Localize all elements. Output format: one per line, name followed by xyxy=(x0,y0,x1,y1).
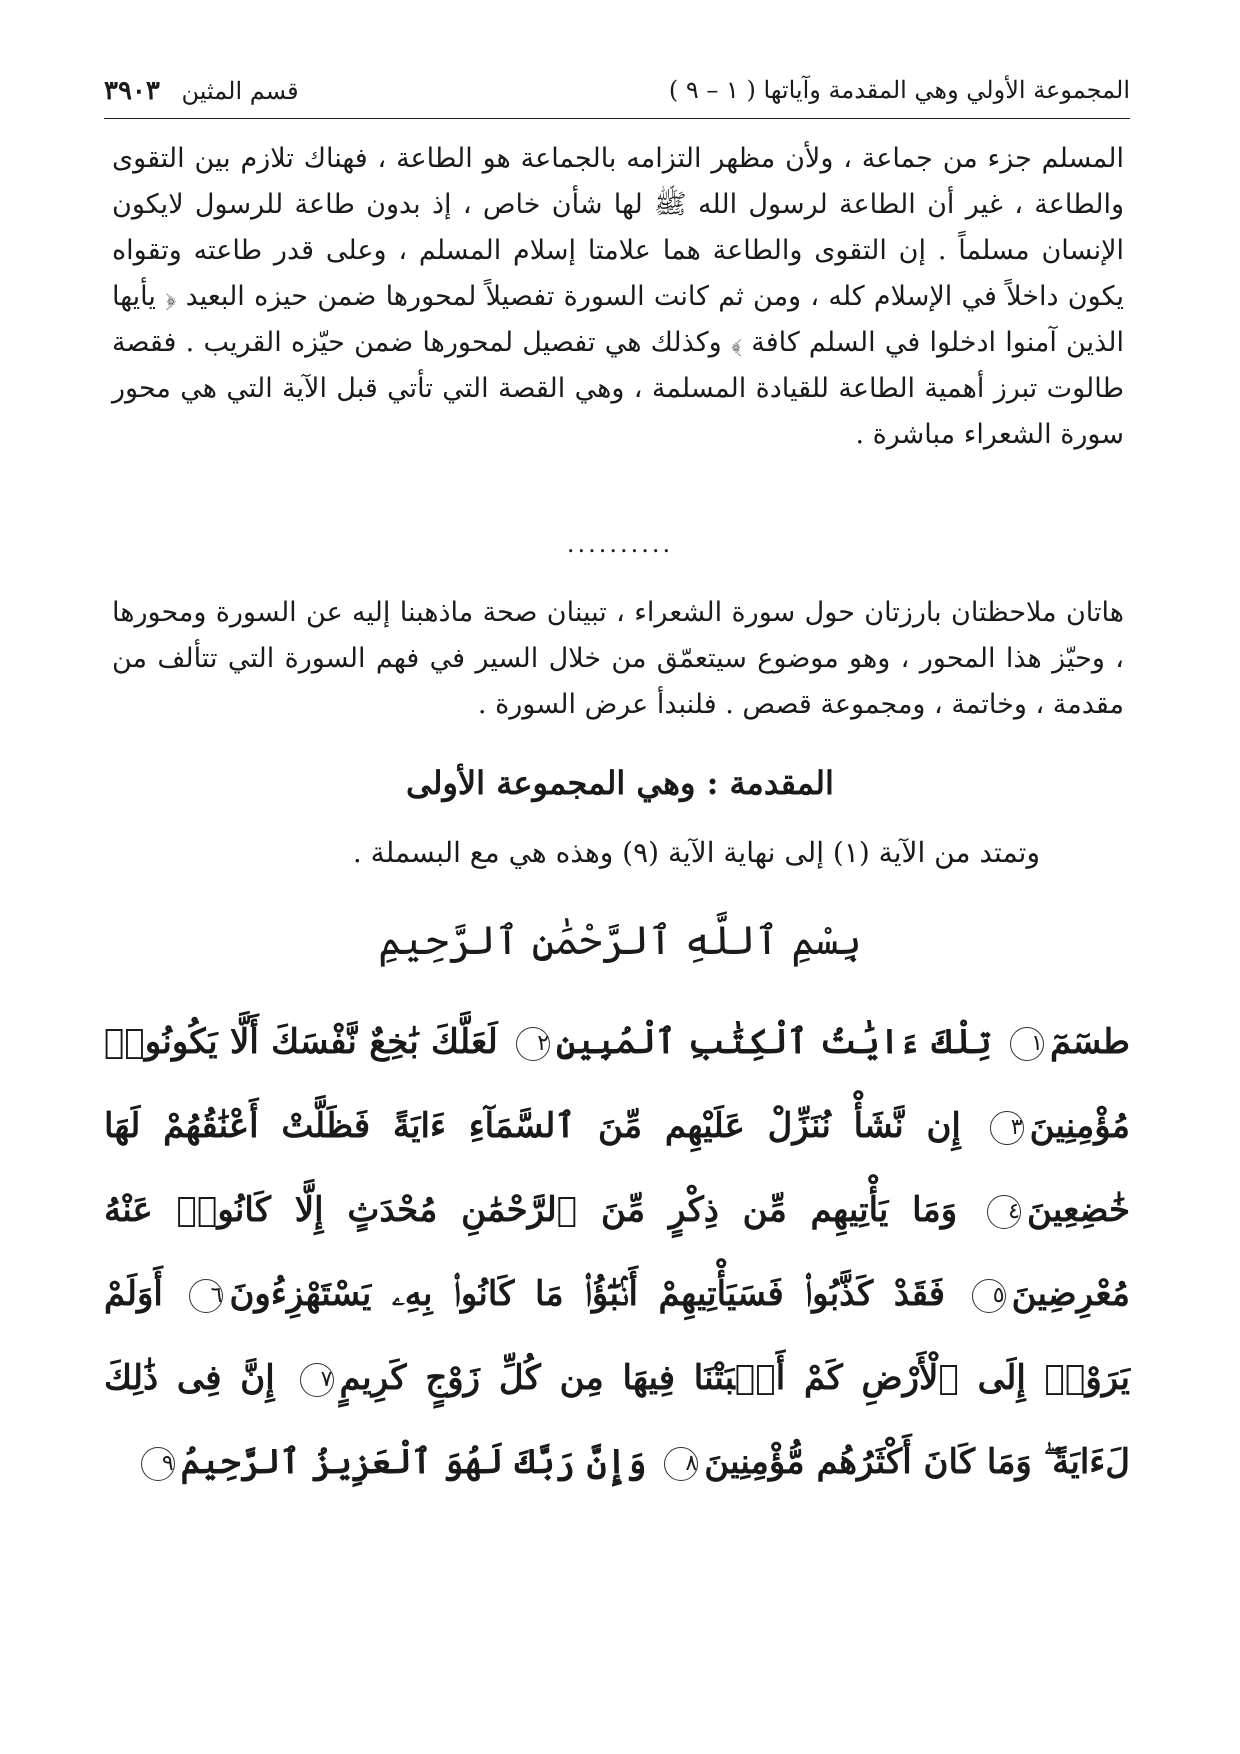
verse-text: أَوَلَمْ يَرَوْا۟ إِلَى ٱلْأَرْضِ كَمْ أَنۢبَتْنَا فِيهَا مِن كُلِّ زَوْجٍ كَرِيمٍ xyxy=(104,1274,1130,1398)
verse-text: وَإِنَّ رَبَّكَ لَهُوَ ٱلْعَزِيزُ ٱلرَّحِيمُ xyxy=(180,1442,647,1482)
verse-text: إِنَّ فِى ذَٰلِكَ لَءَايَةً ۖ وَمَا كَانَ أَكْثَرُهُم مُّؤْمِنِينَ xyxy=(104,1358,1130,1482)
verse-number-marker: ١ xyxy=(1010,1027,1044,1061)
verse-number-marker: ٢ xyxy=(516,1027,550,1061)
verse-text: فَقَدْ كَذَّبُوا۟ فَسَيَأْتِيهِمْ أَنۢبَٰٓؤُا۟ مَا كَانُوا۟ بِهِۦ يَسْتَهْزِءُونَ xyxy=(229,1274,946,1314)
page-number: ٣٩٠٣ xyxy=(104,76,160,106)
verse-text: تِلْكَ ءَايَٰتُ ٱلْكِتَٰبِ ٱلْمُبِينِ xyxy=(556,1022,992,1062)
paragraph-1: المسلم جزء من جماعة ، ولأن مظهر التزامه بالجماعة هو الطاعة ، فهناك تلازم بين التقوى والطاعة ، غير أن الطاعة لرسول الله ﷺ لها شأن خاص ، إذ بدون طاعة للرسول لايكون الإنسان مسلماً . إن التقوى والطاعة هما علامتا إسلام المسلم ، وعلى قدر طاعته وتقواه يكون داخلاً في الإسلام كله ، ومن ثم كانت السورة تفصيلاً لمحورها ضمن حيزه البعيد ﴿ يأيها الذين آمنوا ادخلوا في السلم كافة ﴾ وكذلك هي تفصيل لمحورها ضمن حيّزه القريب . فقصة طالوت تبرز أهمية الطاعة للقيادة المسلمة ، وهي القصة التي تأتي قبل الآية التي هي محور سورة الشعراء مباشرة . xyxy=(112,143,1124,450)
header-section: قسم المثين xyxy=(181,77,299,105)
header-page-info xyxy=(104,76,299,106)
verse-text: طسٓمٓ xyxy=(1049,1022,1130,1062)
basmala: بِسْمِ ٱللَّهِ ٱلرَّحْمَٰنِ ٱلرَّحِيمِ xyxy=(378,918,862,964)
header-rule xyxy=(104,118,1130,119)
header-title: المجموعة الأولي وهي المقدمة وآياتها ( ١ – ٩ ) xyxy=(668,76,1130,104)
verse-number-marker: ٤ xyxy=(987,1195,1021,1229)
quran-verses xyxy=(104,1000,1130,1504)
separator-dots: .......... xyxy=(566,530,674,558)
verse-number-marker: ٧ xyxy=(300,1363,334,1397)
verse-number-marker: ٩ xyxy=(141,1447,175,1481)
paragraph-2: هاتان ملاحظتان بارزتان حول سورة الشعراء ، تبينان صحة ماذهبنا إليه عن السورة ومحورها ، وحيّز هذا المحور ، وهو موضوع سيتعمّق من خلال السير في فهم السورة التي تتألف من مقدمة ، وخاتمة ، ومجموعة قصص . فلنبدأ عرض السورة . xyxy=(112,597,1124,720)
intro-line: وتمتد من الآية (١) إلى نهاية الآية (٩) وهذه هي مع البسملة . xyxy=(352,836,1040,869)
verse-number-marker: ٨ xyxy=(664,1447,698,1481)
section-heading: المقدمة : وهي المجموعة الأولى xyxy=(406,764,834,802)
page-header xyxy=(104,68,1130,118)
verse-text: وَمَا يَأْتِيهِم مِّن ذِكْرٍ مِّنَ ٱلرَّحْمَٰنِ مُحْدَثٍ إِلَّا كَانُوا۟ عَنْهُ مُعْرِضِينَ xyxy=(104,1190,1131,1314)
verse-number-marker: ٥ xyxy=(972,1279,1006,1313)
verse-number-marker: ٣ xyxy=(990,1111,1024,1145)
verse-text: إِن نَّشَأْ نُنَزِّلْ عَلَيْهِم مِّنَ ٱلسَّمَآءِ ءَايَةً فَظَلَّتْ أَعْنَٰقُهُمْ لَهَا خَٰضِعِينَ xyxy=(104,1106,1130,1230)
verse-number-marker: ٦ xyxy=(189,1279,223,1313)
verse-text: لَعَلَّكَ بَٰخِعٌ نَّفْسَكَ أَلَّا يَكُونُوا۟ مُؤْمِنِينَ xyxy=(104,1022,1131,1146)
